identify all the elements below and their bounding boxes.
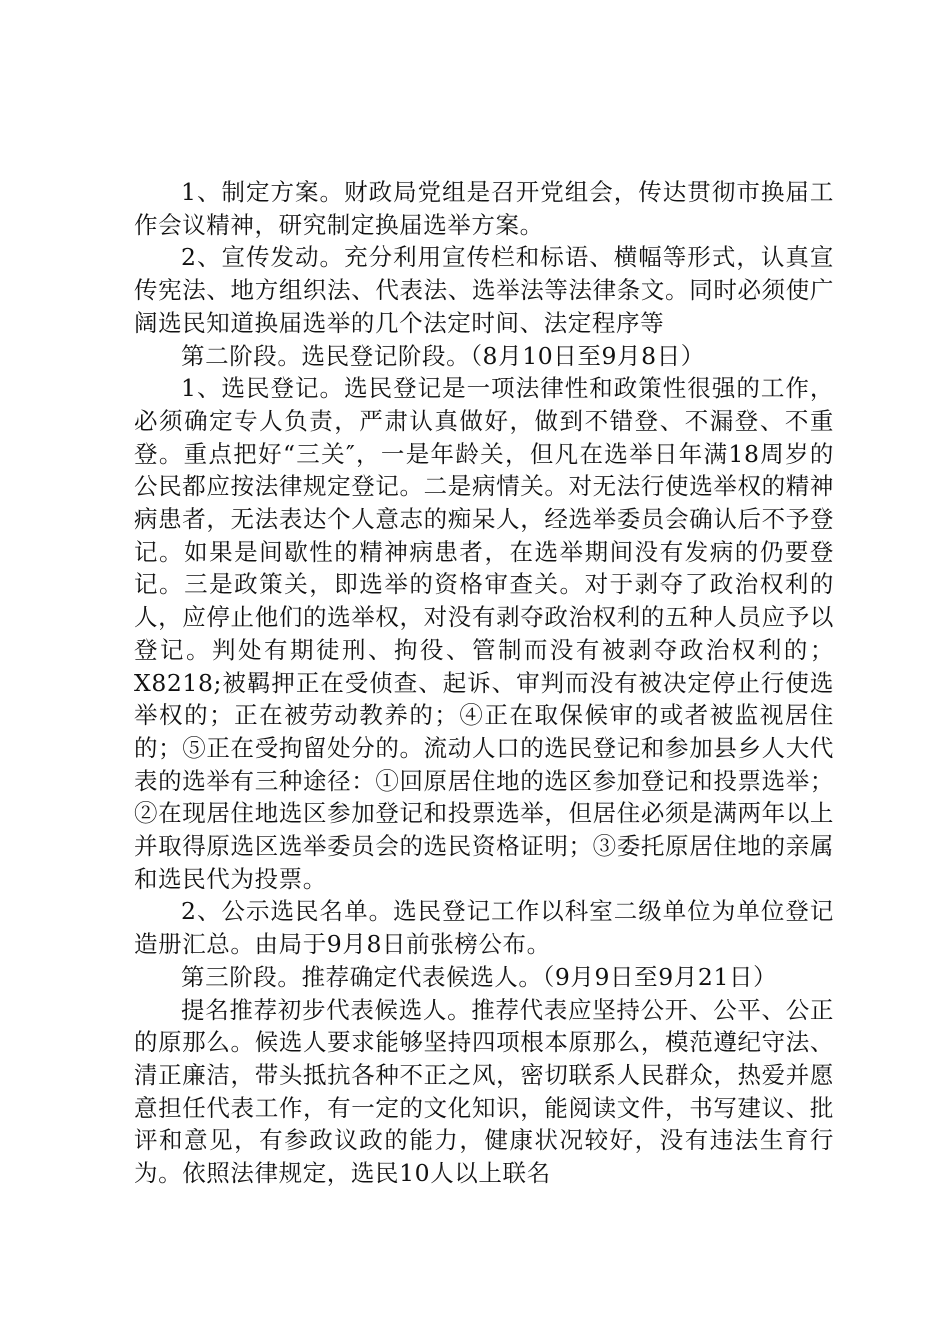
document-body (134, 176, 834, 1190)
paragraph-3: 第二阶段。选民登记阶段。（8月10日至9月8日） (181, 341, 705, 370)
paragraph-2: 2、宣传发动。充分利用宣传栏和标语、横幅等形式，认真宣传宪法、地方组织法、代表法、选举法等法律条文。同时必须使广阔选民知道换届选举的几个法定时间、法定程序等 (134, 243, 834, 337)
paragraph-6: 第三阶段。推荐确定代表候选人。（9月9日至9月21日） (181, 962, 778, 991)
paragraph-1: 1、制定方案。财政局党组是召开党组会，传达贯彻市换届工作会议精神，研究制定换届选举方案。 (134, 178, 834, 239)
paragraph-5: 2、公示选民名单。选民登记工作以科室二级单位为单位登记造册汇总。由局于9月8日前张榜公布。 (134, 897, 834, 959)
paragraph-4: 1、选民登记。选民登记是一项法律性和政策性很强的工作，必须确定专人负责，严肃认真做好，做到不错登、不漏登、不重登。重点把好“三关″，一是年龄关，但凡在选举日年满18周岁的公民都应按法律规定登记。二是病情关。对无法行使选举权的精神病患者，无法表达个人意志的痴呆人，经选举委员会确认后不予登记。如果是间歇性的精神病患者，在选举期间没有发病的仍要登记。三是政策关，即选举的资格审查关。对于剥夺了政治权利的人，应停止他们的选举权，对没有剥夺政治权利的五种人员应予以登记。判处有期徒刑、拘役、管制而没有被剥夺政治权利的；X8218;被羁押正在受侦查、起诉、审判而没有被决定停止行使选举权的；正在被劳动教养的；④正在取保候审的或者被监视居住的；⑤正在受拘留处分的。流动人口的选民登记和参加县乡人大代表的选举有三种途径：①回原居住地的选区参加登记和投票选举；②在现居住地选区参加登记和投票选举，但居住必须是满两年以上并取得原选区选举委员会的选民资格证明；③委托原居住地的亲属和选民代为投票。 (134, 374, 834, 893)
paragraph-7: 提名推荐初步代表候选人。推荐代表应坚持公开、公平、公正的原那么。候选人要求能够坚持四项根本原那么，模范遵纪守法、清正廉洁，带头抵抗各种不正之风，密切联系人民群众，热爱并愿意担任代表工作，有一定的文化知识，能阅读文件，书写建议、批评和意见，有参政议政的能力，健康状况较好，没有违法生育行为。依照法律规定，选民10人以上联名 (134, 995, 834, 1188)
